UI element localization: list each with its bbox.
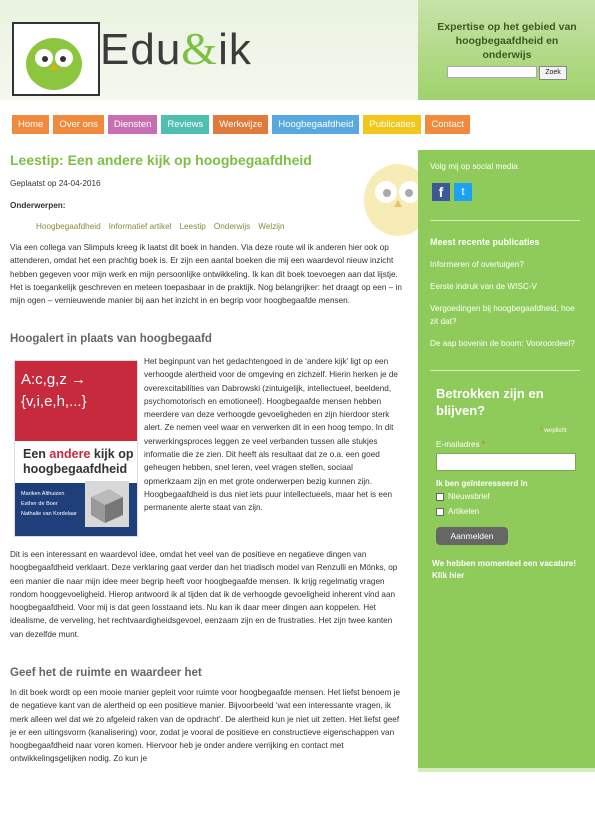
article-paragraph: Dit is een interessant en waardevol idee, omdat het veel van de positieve en negatieve dingen van hoogbegaafdheid verklaart. Deze verklaring gaat verder dan het triadisch model van Renzulli en Mönks, op een manier die naar mijn idee meer begrip heeft voor hoogbegaafde mensen. Ik krijg regelmatig vragen rondom hooggevoeligheid. Hierop antwoord ik al tijden dat ik de verhoogde gevoeligheid inherent vind aan hoogbegaafdheid. Voor mij is dat geen losstaand iets. Nu kan ik daar meer dingen aan koppelen. Het idealisme, de verveling, het rechtvaardigheidsgevoel, eenzaam zijn en de frustraties. Het zijn twee kanten van dezelfde munt. (10, 550, 398, 639)
book-title: Een andere kijk op hoogbegaafdheid (23, 447, 134, 476)
owl-logo-icon (14, 24, 98, 94)
recent-link[interactable]: Informeren of overtuigen? (430, 260, 524, 269)
nav-publicaties[interactable]: Publicaties (363, 115, 421, 134)
nav-home[interactable]: Home (12, 115, 49, 134)
book-formula: A:c,g,z → {v,i,e,h,...} (21, 371, 87, 410)
site-logo[interactable] (12, 18, 252, 98)
article-paragraph: Via een collega van Slimpuls kreeg ik laatst dit boek in handen. Via deze route wil ik anderen hier ook op attenderen, omdat het een prachtig boek is. Er zijn een aantal boeken die mij een waardevol nieuw inzicht hebben gegeven voor mijn werk en mijn persoonlijke ontwikkeling. Ik kan dit boek toevoegen aan dat lijstje. Het is toegankelijk geschreven en meteen toepasbaar in de praktijk. Nog belangrijker: het draagt op een – in mijn ogen – vernieuwende manier bij aan het inzicht in en begrip voor hoogbegaafde mensen. (10, 243, 402, 306)
section-heading: Geef het de ruimte en waardeer het (10, 667, 202, 679)
search-input[interactable] (447, 66, 537, 78)
nav-werkwijze[interactable]: Werkwijze (213, 115, 268, 134)
site-tagline: Expertise op het gebied van hoogbegaafdheid en onderwijs (437, 21, 577, 61)
twitter-icon[interactable]: t (454, 183, 472, 201)
checkbox[interactable] (436, 493, 444, 501)
article-title: Leestip: Een andere kijk op hoogbegaafdheid (10, 152, 312, 168)
tag-link[interactable]: Onderwijs (213, 222, 251, 231)
logo-frame (12, 22, 100, 96)
recent-heading: Meest recente publicaties (430, 237, 540, 247)
main-nav (12, 115, 470, 134)
newsletter-title: Betrokken zijn en blijven? (436, 386, 544, 418)
recent-link[interactable]: De aap bovenin de boom: Vooroordeel? (430, 339, 575, 348)
nav-hoogbegaafdheid[interactable]: Hoogbegaafdheid (272, 115, 359, 134)
divider (430, 370, 580, 371)
tag-link[interactable]: Informatief artikel (108, 222, 172, 231)
required-note: * verplicht (540, 428, 567, 434)
cube-icon (85, 481, 129, 527)
nav-contact[interactable]: Contact (425, 115, 470, 134)
social-label: Volg mij op social media (430, 162, 518, 171)
tag-list (36, 222, 285, 231)
search-button[interactable]: Zoek (539, 66, 567, 80)
signup-button[interactable]: Aanmelden (436, 527, 508, 545)
email-field[interactable] (436, 453, 576, 471)
option-articles[interactable]: Artikelen (436, 507, 479, 516)
divider (430, 220, 580, 221)
recent-link[interactable]: Vergoedingen bij hoogbegaafdheid, hoe zit dat? (430, 304, 575, 326)
checkbox[interactable] (436, 508, 444, 516)
option-newsletter[interactable]: Nieuwsbrief (436, 492, 490, 501)
book-cover (14, 360, 138, 537)
interest-label: Ik ben geïnteresseerd in (436, 479, 528, 488)
page-fade (0, 768, 595, 822)
recent-link[interactable]: Eerste indruk van de WISC-V (430, 282, 537, 291)
facebook-icon[interactable]: f (432, 183, 450, 201)
tag-link[interactable]: Welzijn (258, 222, 285, 231)
nav-reviews[interactable]: Reviews (161, 115, 209, 134)
article-paragraph: In dit boek wordt op een mooie manier gepleit voor ruimte voor hoogbegaafde mensen. Het liefst benoem je de negatieve kant van de alertheid op een positieve manier. Bijvoorbeeld ‘wat een interessante vragen, ik merk alleen wel dat we zo afgeleid raken van de opdracht’. De alertheid kun je niet uit zetten. Het liefst geef je er een uitingsvorm (kanalisering) voor, zodat je vooral de positieve en constructieve eigenschappen van hoogbegaafdheid naar voren komen. Hiervoor heb je onder andere verrijking en contact met ontwikkelingsgelijken nodig. Zo kun je (10, 688, 401, 764)
logo-text: Edu&ik (100, 23, 252, 74)
email-label: E-mailadres * (436, 440, 486, 449)
post-date: Geplaatst op 24-04-2016 (10, 179, 101, 188)
tag-link[interactable]: Leestip (179, 222, 206, 231)
tag-link[interactable]: Hoogbegaafdheid (36, 222, 101, 231)
article-paragraph: Het beginpunt van het gedachtengoed in de ‘andere kijk’ ligt op een verhoogde alertheid voor de omgeving en zichzelf. Hierin herken je de overexcitabilities van Dabrowski (zintuigelijk, intellectueel, beeldend, psychomotorisch en emotioneel). Hoogbegaafde mensen hebben meerdere van deze verhoogde gevoeligheden en zijn hierdoor sterk alert. Ze nemen veel waar en verwerken dit in een hoog tempo. In dit verwerkingsproces leggen ze veel verbanden tussen alle stukjes informatie die ze zien. Dit heeft als resultaat dat ze o.a. een goed geheugen hebben, snel leren, veel vragen stellen, sociaal opmerkzaam zijn en met grote onderwerpen bezig kunnen zijn. Hoogbegaafdheid is dus niet iets puur intellectueels, maar het is een permanente alerte staat van zijn. (144, 357, 398, 513)
nav-diensten[interactable]: Diensten (108, 115, 158, 134)
nav-over-ons[interactable]: Over ons (53, 115, 104, 134)
vacancy-link[interactable]: We hebben momenteel een vacature! Klik hier (432, 559, 577, 580)
section-heading: Hoogalert in plaats van hoogbegaafd (10, 333, 212, 345)
subjects-label: Onderwerpen: (10, 201, 66, 210)
book-authors: Mariken Althuizen Esther de Boer Nathalie van Kordelaar (21, 491, 77, 517)
